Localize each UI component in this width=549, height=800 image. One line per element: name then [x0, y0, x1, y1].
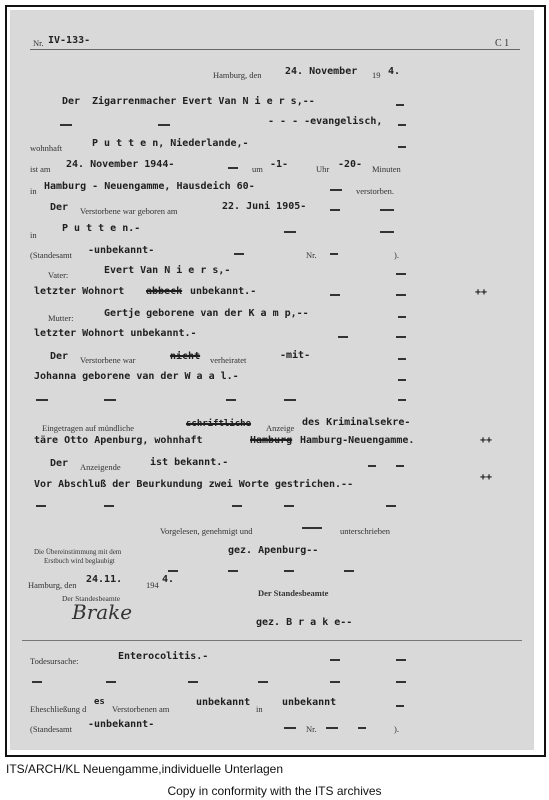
death-date: 24. November 1944-	[66, 159, 175, 170]
dash	[396, 465, 404, 467]
cert-year-prefix: 194	[146, 580, 159, 590]
dash	[284, 231, 296, 233]
close-paren-2: ).	[394, 724, 399, 734]
dash	[168, 570, 178, 572]
archive-caption: ITS/ARCH/KL Neuengamme,individuelle Unterlagen	[6, 762, 284, 776]
dash	[36, 505, 46, 507]
dash	[398, 146, 406, 148]
minuten-label: Minuten	[372, 164, 401, 174]
cause-of-death: Enterocolitis.-	[118, 651, 209, 662]
year-prefix: 19	[372, 70, 381, 80]
place-date-label: Hamburg, den	[213, 70, 262, 80]
father-label: Vater:	[48, 270, 69, 280]
dash	[302, 527, 322, 529]
close-paren: ).	[394, 250, 399, 260]
correction-mark-2: ++	[475, 287, 488, 298]
mother-name: Gertje geborene van der K a m p,--	[104, 308, 309, 319]
der-prefix-2: Der	[50, 202, 69, 213]
cert-place-label: Hamburg, den	[28, 580, 77, 590]
der-prefix-3: Der	[50, 351, 69, 362]
married-struck: nicht	[170, 351, 201, 362]
death-minute: -20-	[338, 159, 363, 170]
dash	[396, 294, 406, 296]
register-number: IV-133-	[48, 35, 91, 46]
dash	[36, 399, 48, 401]
birth-place: P u t t e n.-	[62, 223, 141, 234]
cert-year-suffix: 4.	[162, 574, 175, 585]
dash	[396, 705, 404, 707]
dash	[380, 209, 394, 211]
dash	[60, 124, 72, 126]
informant-name: täre Otto Apenburg, wohnhaft	[34, 435, 203, 446]
signed-label: unterschrieben	[340, 526, 391, 536]
marriage-label-2: Verstorbenen am	[112, 704, 170, 714]
married-label: Verstorbene war	[80, 355, 136, 365]
spouse-name: Johanna geborene van der W a a l.-	[34, 371, 239, 382]
dash	[158, 124, 170, 126]
dash	[234, 253, 244, 255]
dash	[330, 189, 342, 191]
father-residence-struck: abbeck	[146, 286, 183, 297]
registered-label: Eingetragen auf mündliche	[42, 423, 135, 433]
father-name: Evert Van N i e r s,-	[104, 265, 231, 276]
record-date: 24. November	[285, 66, 358, 77]
mother-residence: letzter Wohnort unbekannt.-	[34, 328, 197, 339]
dash	[330, 294, 340, 296]
death-hour: -1-	[270, 159, 289, 170]
residence: P u t t e n, Niederlande,-	[92, 138, 249, 149]
section-rule	[22, 640, 522, 641]
registrar-label: Der Standesbeamte	[258, 588, 329, 598]
dash	[338, 336, 348, 338]
dash	[104, 399, 116, 401]
mother-label: Mutter:	[48, 313, 74, 323]
dash	[396, 273, 406, 275]
verstorben-label: verstorben.	[356, 186, 395, 196]
standesamt-label-2: (Standesamt	[30, 724, 73, 734]
informant-struck: Hamburg	[250, 435, 293, 446]
dash	[344, 570, 354, 572]
married-with: -mit-	[280, 350, 311, 361]
informant-title: des Kriminalsekre-	[302, 417, 411, 428]
father-residence: unbekannt.-	[190, 286, 257, 297]
dash	[398, 399, 406, 401]
dash	[398, 379, 406, 381]
form-code: C 1	[495, 38, 510, 49]
death-place: Hamburg - Neuengamme, Hausdeich 60-	[44, 181, 255, 192]
deceased-name: Zigarrenmacher Evert Van N i e r s,--	[92, 96, 315, 107]
registered-struck: schriftliche	[186, 419, 252, 429]
handwritten-signature: Brake	[72, 600, 133, 624]
dash	[104, 505, 114, 507]
dash	[330, 659, 340, 661]
dash	[396, 659, 406, 661]
dash	[228, 570, 238, 572]
marriage-date: unbekannt	[196, 697, 251, 708]
in-label: in	[30, 186, 37, 196]
married-label-2: verheiratet	[210, 355, 247, 365]
dash	[330, 253, 338, 255]
dash	[398, 358, 406, 360]
dash	[228, 167, 238, 169]
dash	[226, 399, 236, 401]
dash	[330, 681, 340, 683]
marriage-label: Eheschließung d	[30, 704, 87, 714]
cert-official-label: Der Standesbeamte	[62, 594, 121, 603]
informant-known: ist bekannt.-	[150, 457, 229, 468]
dash	[380, 231, 394, 233]
residence-label: wohnhaft	[30, 143, 63, 153]
marriage-place: unbekannt	[282, 697, 337, 708]
conformity-line-2: Erstbuch wird beglaubigt	[44, 557, 115, 565]
informant-residence: Hamburg-Neuengamme.	[300, 435, 415, 446]
der-prefix-4: Der	[50, 458, 69, 469]
born-label: Verstorbene war geboren am	[80, 206, 178, 216]
conformity-caption: Copy in conformity with the ITS archives	[167, 784, 382, 798]
dash	[326, 727, 338, 729]
dash	[398, 124, 406, 126]
standesamt-value: -unbekannt-	[88, 245, 155, 256]
dash	[396, 104, 404, 106]
informant-signature: gez. Apenburg--	[228, 545, 319, 556]
registrar-signature: gez. B r a k e--	[256, 617, 353, 628]
dash	[258, 681, 268, 683]
cause-label: Todesursache:	[30, 656, 79, 666]
header-rule	[30, 49, 520, 50]
read-approved-label: Vorgelesen, genehmigt und	[160, 526, 253, 536]
dash	[330, 209, 340, 211]
dash	[284, 570, 294, 572]
dash	[232, 505, 242, 507]
cert-date: 24.11.	[86, 574, 123, 585]
standesamt-label: (Standesamt	[30, 250, 73, 260]
standesamt-value-2: -unbekannt-	[88, 719, 155, 730]
dash	[284, 399, 296, 401]
der-prefix: Der	[62, 96, 81, 107]
anzeige-label: Anzeige	[266, 423, 295, 433]
marriage-es: es	[94, 697, 105, 707]
birth-in-label: in	[30, 230, 37, 240]
correction-mark-3: ++	[480, 472, 493, 483]
nr-label: Nr.	[33, 38, 44, 48]
conformity-line-1: Die Übereinstimmung mit dem	[34, 548, 122, 556]
marriage-in-label: in	[256, 704, 263, 714]
um-label: um	[252, 164, 263, 174]
religion: - - - -evangelisch,	[268, 116, 383, 127]
dash	[32, 681, 42, 683]
dash	[396, 681, 406, 683]
dash	[398, 316, 406, 318]
dash	[358, 727, 366, 729]
dash	[386, 505, 396, 507]
closing-note: Vor Abschluß der Beurkundung zwei Worte gestrichen.--	[34, 479, 354, 490]
dash	[284, 505, 294, 507]
father-residence-label: letzter Wohnort	[34, 286, 125, 297]
dash	[368, 465, 376, 467]
nr-label-3: Nr.	[306, 724, 317, 734]
informant-label: Anzeigende	[80, 462, 121, 472]
dash	[284, 727, 296, 729]
uhr-label: Uhr	[316, 164, 330, 174]
dash	[396, 336, 406, 338]
year-suffix: 4.	[388, 66, 401, 77]
dash	[106, 681, 116, 683]
died-on-label: ist am	[30, 164, 51, 174]
birth-date: 22. Juni 1905-	[222, 201, 307, 212]
correction-mark-1: ++	[480, 435, 493, 446]
dash	[188, 681, 198, 683]
nr-label-2: Nr.	[306, 250, 317, 260]
